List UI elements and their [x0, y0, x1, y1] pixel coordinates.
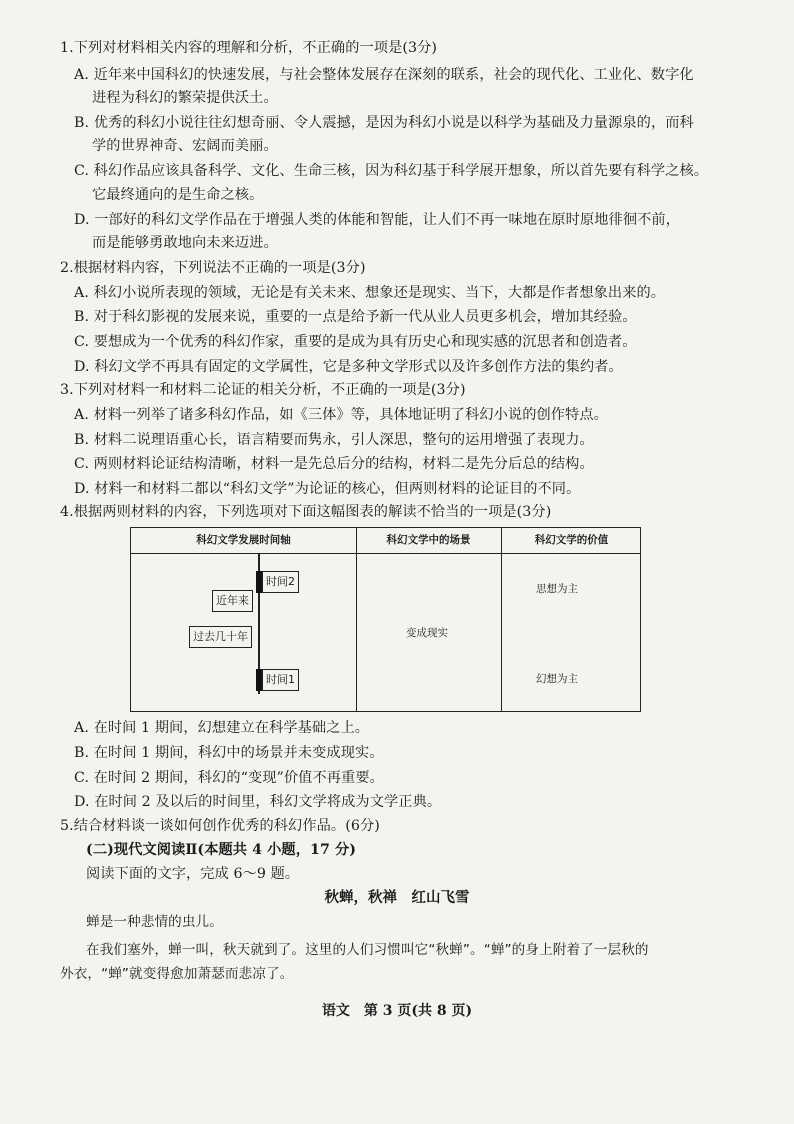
header-scene: 科幻文学中的场景: [386, 534, 471, 546]
q1-option-a-line1: A. 近年来中国科幻的快速发展，与社会整体发展存在深刻的联系，社会的现代化、工业化、数字化: [74, 67, 694, 83]
article-paragraph-2-line1: 在我们塞外，蝉一叫，秋天就到了。这里的人们习惯叫它“秋蝉”。“蝉”的身上附着了一层秋的: [86, 942, 649, 958]
q4-option-a: A. 在时间 1 期间，幻想建立在科学基础之上。: [74, 720, 370, 736]
question-2-stem: 2.根据材料内容，下列说法不正确的一项是(3分): [60, 260, 366, 276]
header-value: 科幻文学的价值: [534, 534, 609, 546]
q3-option-b: B. 材料二说理语重心长，语言精要而隽永，引人深思，整句的运用增强了表现力。: [74, 432, 594, 448]
value-thought-dominant: 思想为主: [536, 583, 578, 595]
q2-option-b: B. 对于科幻影视的发展来说，重要的一点是给予新一代从业人员更多机会，增加其经验。: [74, 309, 637, 325]
table-divider-2: [501, 528, 502, 711]
q1-option-c-line1: C. 科幻作品应该具备科学、文化、生命三核，因为科幻基于科学展开想象，所以首先要有科学之核。: [74, 163, 709, 179]
q2-option-a: A. 科幻小说所表现的领域，无论是有关未来、想象还是现实、当下，大都是作者想象出来的。: [74, 285, 666, 301]
section-2-instruction: 阅读下面的文字，完成 6～9 题。: [86, 866, 300, 882]
q1-option-c-line2: 它最终通向的是生命之核。: [92, 187, 264, 203]
q3-option-d: D. 材料一和材料二都以“科幻文学”为论证的核心，但两则材料的论证目的不同。: [74, 481, 581, 497]
value-fantasy-dominant: 幻想为主: [536, 673, 578, 685]
time2-label: 时间2: [262, 571, 299, 593]
q3-option-a: A. 材料一列举了诸多科幻作品，如《三体》等，具体地证明了科幻小说的创作特点。: [74, 407, 608, 423]
scene-become-reality: 变成现实: [406, 627, 448, 639]
article-title: 秋蝉，秋禅 红山飞雪: [324, 889, 470, 906]
q1-option-d-line1: D. 一部好的科幻文学作品在于增强人类的体能和智能，让人们不再一味地在原时原地徘徊不前，: [74, 212, 680, 228]
timeline-table: [130, 527, 641, 712]
q1-option-d-line2: 而是能够勇敢地向未来迈进。: [92, 235, 278, 251]
table-divider-1: [356, 528, 357, 711]
time1-label: 时间1: [262, 669, 299, 691]
question-3-stem: 3.下列对材料一和材料二论证的相关分析，不正确的一项是(3分): [60, 382, 466, 398]
article-paragraph-1: 蝉是一种悲情的虫儿。: [86, 914, 223, 930]
recent-years-label: 近年来: [212, 590, 253, 612]
question-1-stem: 1.下列对材料相关内容的理解和分析，不正确的一项是(3分): [60, 40, 438, 56]
article-paragraph-2-line2: 外衣，“蝉”就变得愈加萧瑟而悲凉了。: [60, 966, 294, 982]
question-5-stem: 5.结合材料谈一谈如何创作优秀的科幻作品。(6分): [60, 818, 380, 834]
q3-option-c: C. 两则材料论证结构清晰，材料一是先总后分的结构，材料二是先分后总的结构。: [74, 456, 594, 472]
q4-option-d: D. 在时间 2 及以后的时间里，科幻文学将成为文学正典。: [74, 794, 442, 810]
q4-option-c: C. 在时间 2 期间，科幻的“变现”价值不再重要。: [74, 770, 384, 786]
section-2-heading: (二)现代文阅读Ⅱ(本题共 4 小题，17 分): [86, 842, 357, 858]
header-timeline: 科幻文学发展时间轴: [196, 534, 291, 546]
q1-option-b-line2: 学的世界神奇、宏阔而美丽。: [92, 138, 278, 154]
q1-option-a-line2: 进程为科幻的繁荣提供沃土。: [92, 90, 278, 106]
past-decades-label: 过去几十年: [189, 626, 252, 648]
page-footer: 语文 第 3 页(共 8 页): [321, 1003, 473, 1019]
question-4-stem: 4.根据两则材料的内容，下列选项对下面这幅图表的解读不恰当的一项是(3分): [60, 504, 552, 520]
q4-option-b: B. 在时间 1 期间，科幻中的场景并未变成现实。: [74, 745, 384, 761]
q2-option-c: C. 要想成为一个优秀的科幻作家，重要的是成为具有历史心和现实感的沉思者和创造者。: [74, 334, 637, 350]
q2-option-d: D. 科幻文学不再具有固定的文学属性，它是多种文学形式以及许多创作方法的集约者。: [74, 359, 623, 375]
q1-option-b-line1: B. 优秀的科幻小说往往幻想奇丽、令人震撼，是因为科幻小说是以科学为基础及力量源泉的，而科: [74, 115, 694, 131]
